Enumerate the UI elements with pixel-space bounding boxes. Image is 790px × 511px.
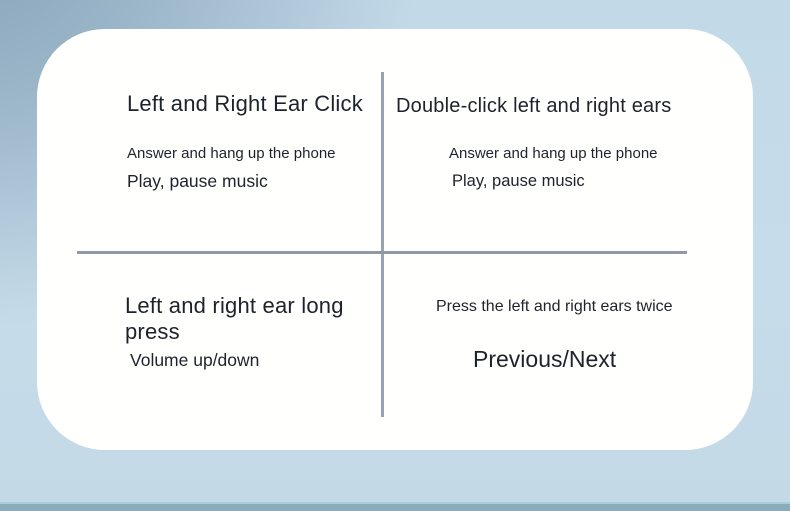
instruction-card <box>37 29 753 450</box>
function-answer-hangup: Answer and hang up the phone <box>127 145 336 162</box>
bottom-accent-bar <box>0 502 790 511</box>
function-previous-next: Previous/Next <box>473 346 617 372</box>
gesture-title-click: Left and Right Ear Click <box>127 91 363 116</box>
vertical-divider <box>381 72 384 417</box>
gesture-title-press-twice: Press the left and right ears twice <box>436 298 673 315</box>
function-play-pause: Play, pause music <box>127 171 268 191</box>
gesture-title-long-press: Left and right ear long press <box>125 293 344 344</box>
function-answer-hangup: Answer and hang up the phone <box>449 145 658 162</box>
gesture-title-double-click: Double-click left and right ears <box>396 95 672 117</box>
function-play-pause: Play, pause music <box>452 172 585 190</box>
horizontal-divider <box>77 251 687 254</box>
function-volume: Volume up/down <box>130 350 260 370</box>
